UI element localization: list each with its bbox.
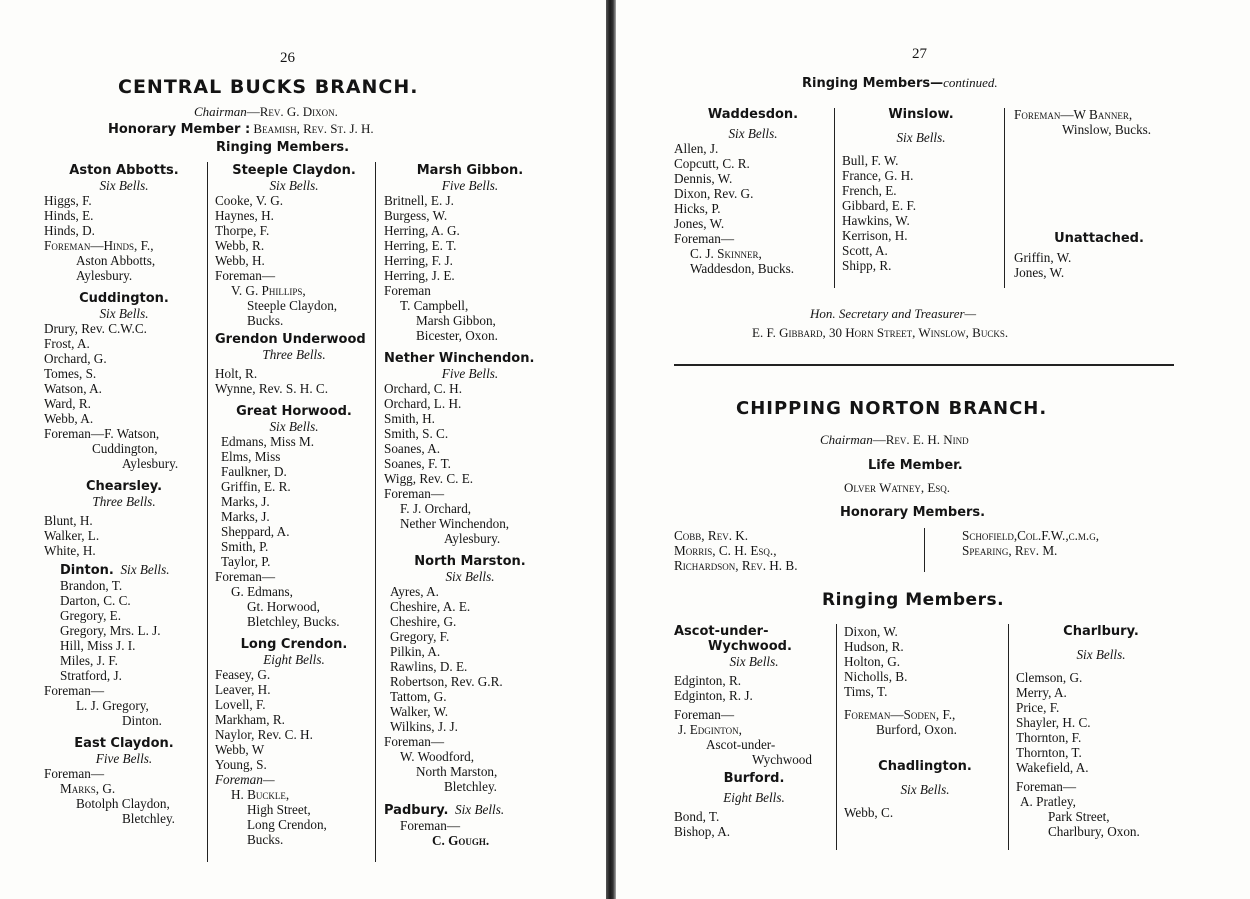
list-item: Griffin, E. R. (221, 479, 291, 494)
column-waddesdon (674, 107, 832, 276)
list-item: Orchard, C. H. (384, 381, 463, 396)
list-item: Webb, H. (215, 253, 265, 268)
tower-title: Unattached. (1054, 231, 1144, 246)
list-item: Webb, C. (844, 805, 894, 820)
list-item: Hinds, E. (44, 208, 94, 223)
column-charlbury (1016, 624, 1186, 839)
foreman-line: Foreman—Hinds, F., (44, 238, 154, 253)
list-item: Tims, T. (844, 684, 888, 699)
list-item: Miles, J. F. (60, 653, 118, 668)
foreman-line: Foreman— (384, 734, 445, 749)
foreman-line: Foreman— (44, 683, 105, 698)
list-item: Hicks, P. (674, 201, 721, 216)
list-item: Bond, T. (674, 809, 720, 824)
list-item: Cooke, V. G. (215, 193, 284, 208)
list-item: Webb, R. (215, 238, 265, 253)
address-line: Bucks. (247, 313, 284, 328)
honorary-list-right (962, 528, 1182, 558)
list-item: Frost, A. (44, 336, 90, 351)
tower-title: Charlbury. (1063, 624, 1139, 639)
address-line: Ascot-under- (706, 737, 776, 752)
honorary-list-left (674, 528, 914, 573)
list-item: Markham, R. (215, 712, 285, 727)
list-item: Kerrison, H. (842, 228, 908, 243)
address-line: Bucks. (247, 832, 284, 847)
list-item: Price, F. (1016, 700, 1060, 715)
address-line: Long Crendon, (247, 817, 327, 832)
address-line: Bletchley. (444, 779, 497, 794)
list-item: Scott, A. (842, 243, 888, 258)
list-item: Brandon, T. (60, 578, 123, 593)
bells-count: Eight Bells. (263, 652, 325, 667)
bells-count: Six Bells. (900, 782, 950, 797)
chairman-line (820, 432, 969, 448)
address-line: Bletchley. (122, 811, 175, 826)
list-item: Cheshire, G. (390, 614, 457, 629)
foreman-name: A. Pratley, (1020, 794, 1076, 809)
list-item: Bull, F. W. (842, 153, 899, 168)
list-item: Hawkins, W. (842, 213, 910, 228)
foreman-name: G. Edmans, (231, 584, 293, 599)
list-item: Darton, C. C. (60, 593, 131, 608)
list-item: Cobb, Rev. K. (674, 528, 749, 543)
list-item: Marks, J. (221, 509, 270, 524)
list-item: Shayler, H. C. (1016, 715, 1091, 730)
address-line: Gt. Horwood, (247, 599, 320, 614)
ringing-heading: Ringing Members. (216, 140, 350, 155)
list-item: Wigg, Rev. C. E. (384, 471, 474, 486)
list-item: Shipp, R. (842, 258, 892, 273)
bells-count: Six Bells. (729, 654, 779, 669)
list-item: Haynes, H. (215, 208, 274, 223)
list-item: Britnell, E. J. (384, 193, 454, 208)
continued-heading: Ringing Members— (802, 76, 944, 91)
list-item: Pilkin, A. (390, 644, 441, 659)
bells-count: Three Bells. (262, 347, 326, 362)
bells-count: Six Bells. (445, 569, 495, 584)
list-item: White, H. (44, 543, 96, 558)
tower-title: Aston Abbotts. (69, 163, 179, 178)
list-item: Tattom, G. (390, 689, 447, 704)
list-item: Jones, W. (674, 216, 725, 231)
list-item: Wynne, Rev. S. H. C. (215, 381, 329, 396)
honorary-label: Honorary Member : (108, 122, 251, 137)
column-middle (844, 624, 1006, 820)
branch-title: CHIPPING NORTON BRANCH. (736, 398, 1048, 419)
list-item: Clemson, G. (1016, 670, 1083, 685)
foreman-name: C. J. Skinner, (690, 246, 762, 261)
foreman-line: Foreman— (215, 569, 276, 584)
life-name: Olver Watney, Esq. (844, 480, 951, 495)
address-line: High Street, (247, 802, 311, 817)
address-line: Steeple Claydon, (247, 298, 338, 313)
list-item: Webb, A. (44, 411, 94, 426)
list-item: Edginton, R. (674, 673, 742, 688)
column-divider (207, 162, 208, 862)
list-item: French, E. (842, 183, 897, 198)
list-item: Thorpe, F. (215, 223, 270, 238)
bells-count: Five Bells. (441, 178, 499, 193)
column-ascot (674, 624, 834, 839)
list-item: Schofield,Col.F.W.,c.m.g, (962, 528, 1100, 543)
tower-title: Chadlington. (878, 759, 972, 774)
continued-word: continued. (943, 75, 998, 90)
list-item: Orchard, L. H. (384, 396, 462, 411)
list-item: Walker, W. (390, 704, 449, 719)
chairman-name: —Rev. E. H. Nind (872, 432, 969, 447)
left-page (0, 0, 606, 899)
list-item: Edmans, Miss M. (221, 434, 315, 449)
bells-count: Six Bells. (99, 306, 149, 321)
address-line: Wychwood (752, 752, 812, 767)
foreman-line: Foreman— (674, 707, 735, 722)
address-line: Nether Winchendon, (400, 516, 510, 531)
list-item: Hill, Miss J. I. (60, 638, 136, 653)
foreman-name: T. Campbell, (400, 298, 469, 313)
address-line: Aylesbury. (122, 456, 179, 471)
address-line: Dinton. (122, 713, 162, 728)
address-line: Aylesbury. (76, 268, 133, 283)
list-item: Herring, A. G. (384, 223, 460, 238)
tower-title-line (384, 802, 556, 818)
tower-title: Steeple Claydon. (232, 163, 356, 178)
address-line: Bicester, Oxon. (416, 328, 498, 343)
bells-count: Six Bells. (120, 562, 170, 577)
list-item: Higgs, F. (44, 193, 92, 208)
tower-title: Ascot-under- (674, 624, 769, 639)
bells-count: Three Bells. (92, 494, 156, 509)
right-page (616, 0, 1250, 899)
chairman-label: Chairman (820, 432, 873, 447)
foreman-name: H. Buckle, (231, 787, 290, 802)
column-divider (375, 162, 376, 862)
foreman-line: Foreman— (674, 231, 735, 246)
foreman-line: Foreman— (215, 268, 276, 283)
list-item: Cheshire, A. E. (390, 599, 471, 614)
tower-title: Burford. (723, 771, 785, 786)
column-divider (1004, 108, 1005, 288)
list-item: Holt, R. (215, 366, 258, 381)
foreman-line: Foreman—F. Watson, (44, 426, 160, 441)
list-item: Burgess, W. (384, 208, 448, 223)
list-item: Hinds, D. (44, 223, 95, 238)
list-item: Thornton, T. (1016, 745, 1082, 760)
bells-count: Eight Bells. (723, 790, 785, 805)
list-item: Blunt, H. (44, 513, 93, 528)
list-item: Copcutt, C. R. (674, 156, 750, 171)
address-line: Winslow, Bucks. (1062, 122, 1152, 137)
address-line: Cuddington, (92, 441, 158, 456)
column-3 (384, 163, 556, 848)
list-item: Gregory, F. (390, 629, 450, 644)
address-line: Burford, Oxon. (876, 722, 957, 737)
tower-title: Wychwood. (708, 639, 792, 654)
list-item: Hudson, R. (844, 639, 904, 654)
list-item: Smith, S. C. (384, 426, 449, 441)
tower-title: Padbury. (384, 803, 449, 818)
list-item: Edginton, R. J. (674, 688, 753, 703)
continued-heading-line (802, 75, 998, 91)
bells-count: Five Bells. (441, 366, 499, 381)
tower-title-line (44, 562, 204, 578)
list-item: Tomes, S. (44, 366, 97, 381)
address-line: Aylesbury. (444, 531, 501, 546)
foreman-line: Foreman—Soden, F., (844, 707, 956, 722)
page-number: 26 (280, 50, 295, 66)
foreman-name: Marks, G. (60, 781, 116, 796)
list-item: Dixon, W. (844, 624, 898, 639)
address-line: North Marston, (416, 764, 498, 779)
branch-title: CENTRAL BUCKS BRANCH. (118, 76, 419, 98)
list-item: Stratford, J. (60, 668, 122, 683)
honorary-heading: Honorary Members. (840, 505, 986, 520)
list-item: Herring, F. J. (384, 253, 453, 268)
foreman-line: Foreman (384, 283, 431, 298)
foreman-name: C. Gough. (432, 833, 490, 848)
foreman-name: L. J. Gregory, (76, 698, 149, 713)
tower-title: Dinton. (60, 563, 114, 578)
tower-title: Marsh Gibbon. (416, 163, 524, 178)
list-item: Walker, L. (44, 528, 100, 543)
list-item: Bishop, A. (674, 824, 731, 839)
list-item: Gibbard, E. F. (842, 198, 917, 213)
tower-title: Chearsley. (85, 479, 163, 494)
list-item: Herring, J. E. (384, 268, 455, 283)
list-item: Marks, J. (221, 494, 270, 509)
address-line: Botolph Claydon, (76, 796, 170, 811)
list-item: Webb, W (215, 742, 265, 757)
list-item: Dennis, W. (674, 171, 733, 186)
list-item: Watson, A. (44, 381, 102, 396)
address-line: Waddesdon, Bucks. (690, 261, 795, 276)
list-item: Faulkner, D. (221, 464, 287, 479)
chairman-name: —Rev. G. Dixon. (246, 104, 338, 119)
column-divider (834, 108, 835, 288)
list-item: Soanes, F. T. (384, 456, 451, 471)
list-item: Elms, Miss (221, 449, 281, 464)
address-line: Marsh Gibbon, (416, 313, 496, 328)
list-item: Dixon, Rev. G. (674, 186, 754, 201)
foreman-name: V. G. Phillips, (231, 283, 306, 298)
foreman-line: Foreman— (215, 772, 275, 787)
tower-title: Cuddington. (79, 291, 169, 306)
foreman-line: Foreman— (384, 486, 445, 501)
bells-count: Six Bells. (99, 178, 149, 193)
list-item: Thornton, F. (1016, 730, 1082, 745)
list-item: Leaver, H. (215, 682, 271, 697)
foreman-name: J. Edginton, (678, 722, 742, 737)
list-item: Gregory, E. (60, 608, 122, 623)
address-line: Charlbury, Oxon. (1048, 824, 1140, 839)
bells-count: Six Bells. (728, 126, 778, 141)
tower-title: Winslow. (888, 107, 954, 122)
list-item: France, G. H. (842, 168, 914, 183)
column-divider (836, 624, 837, 850)
column-divider (924, 528, 925, 572)
column-unattached (1014, 107, 1184, 280)
bells-count: Six Bells. (455, 802, 505, 817)
list-item: Smith, P. (221, 539, 269, 554)
tower-title: Nether Winchendon. (384, 351, 535, 366)
list-item: Ayres, A. (390, 584, 439, 599)
honorary-line (108, 121, 374, 137)
list-item: Morris, C. H. Esq., (674, 543, 777, 558)
bells-count: Five Bells. (95, 751, 153, 766)
address-line: Bletchley, Bucks. (247, 614, 340, 629)
tower-title: Long Crendon. (240, 637, 348, 652)
column-2 (215, 163, 373, 847)
list-item: Richardson, Rev. H. B. (674, 558, 798, 573)
list-item: Griffin, W. (1014, 250, 1072, 265)
tower-title: Waddesdon. (707, 107, 799, 122)
list-item: Orchard, G. (44, 351, 107, 366)
list-item: Feasey, G. (215, 667, 271, 682)
list-item: Rawlins, D. E. (390, 659, 468, 674)
section-divider (674, 364, 1174, 366)
list-item: Lovell, F. (215, 697, 266, 712)
list-item: Wilkins, J. J. (390, 719, 458, 734)
list-item: Spearing, Rev. M. (962, 543, 1058, 558)
list-item: Ward, R. (44, 396, 91, 411)
foreman-name: W. Woodford, (400, 749, 475, 764)
bells-count: Six Bells. (269, 178, 319, 193)
secretary-label: Hon. Secretary and Treasurer— (810, 306, 977, 321)
bells-count: Six Bells. (269, 419, 319, 434)
tower-title: Great Horwood. (236, 404, 352, 419)
list-item: Robertson, Rev. G.R. (390, 674, 503, 689)
list-item: Herring, E. T. (384, 238, 457, 253)
column-1 (44, 163, 204, 826)
tower-title: East Claydon. (74, 736, 174, 751)
foreman-name: F. J. Orchard, (400, 501, 472, 516)
list-item: Holton, G. (844, 654, 901, 669)
secretary-name: E. F. Gibbard, 30 Horn Street, Winslow, Bucks. (752, 325, 1009, 340)
foreman-line: Foreman— (44, 766, 105, 781)
list-item: Drury, Rev. C.W.C. (44, 321, 147, 336)
list-item: Taylor, P. (221, 554, 271, 569)
ringing-heading: Ringing Members. (822, 590, 1005, 610)
list-item: Allen, J. (674, 141, 719, 156)
list-item: Young, S. (215, 757, 267, 772)
page-number: 27 (912, 46, 927, 62)
column-divider (1008, 624, 1009, 850)
list-item: Gregory, Mrs. L. J. (60, 623, 161, 638)
list-item: Smith, H. (384, 411, 435, 426)
list-item: Sheppard, A. (221, 524, 290, 539)
list-item: Naylor, Rev. C. H. (215, 727, 313, 742)
list-item: Merry, A. (1016, 685, 1067, 700)
life-heading: Life Member. (868, 458, 963, 473)
column-winslow (842, 107, 1000, 273)
tower-title: North Marston. (414, 554, 526, 569)
honorary-name: Beamish, Rev. St. J. H. (253, 121, 374, 136)
tower-title: Grendon Underwood (215, 332, 366, 347)
chairman-line (194, 104, 338, 120)
bells-count: Six Bells. (1076, 647, 1126, 662)
chairman-label: Chairman (194, 104, 247, 119)
list-item: Wakefield, A. (1016, 760, 1089, 775)
list-item: Soanes, A. (384, 441, 441, 456)
bells-count: Six Bells. (896, 130, 946, 145)
list-item: Nicholls, B. (844, 669, 908, 684)
list-item: Jones, W. (1014, 265, 1065, 280)
foreman-line: Foreman— (400, 818, 461, 833)
foreman-line: Foreman—W Banner, (1014, 107, 1133, 122)
book-gutter (606, 0, 616, 899)
address-line: Park Street, (1048, 809, 1110, 824)
address-line: Aston Abbotts, (76, 253, 156, 268)
foreman-line: Foreman— (1016, 779, 1077, 794)
